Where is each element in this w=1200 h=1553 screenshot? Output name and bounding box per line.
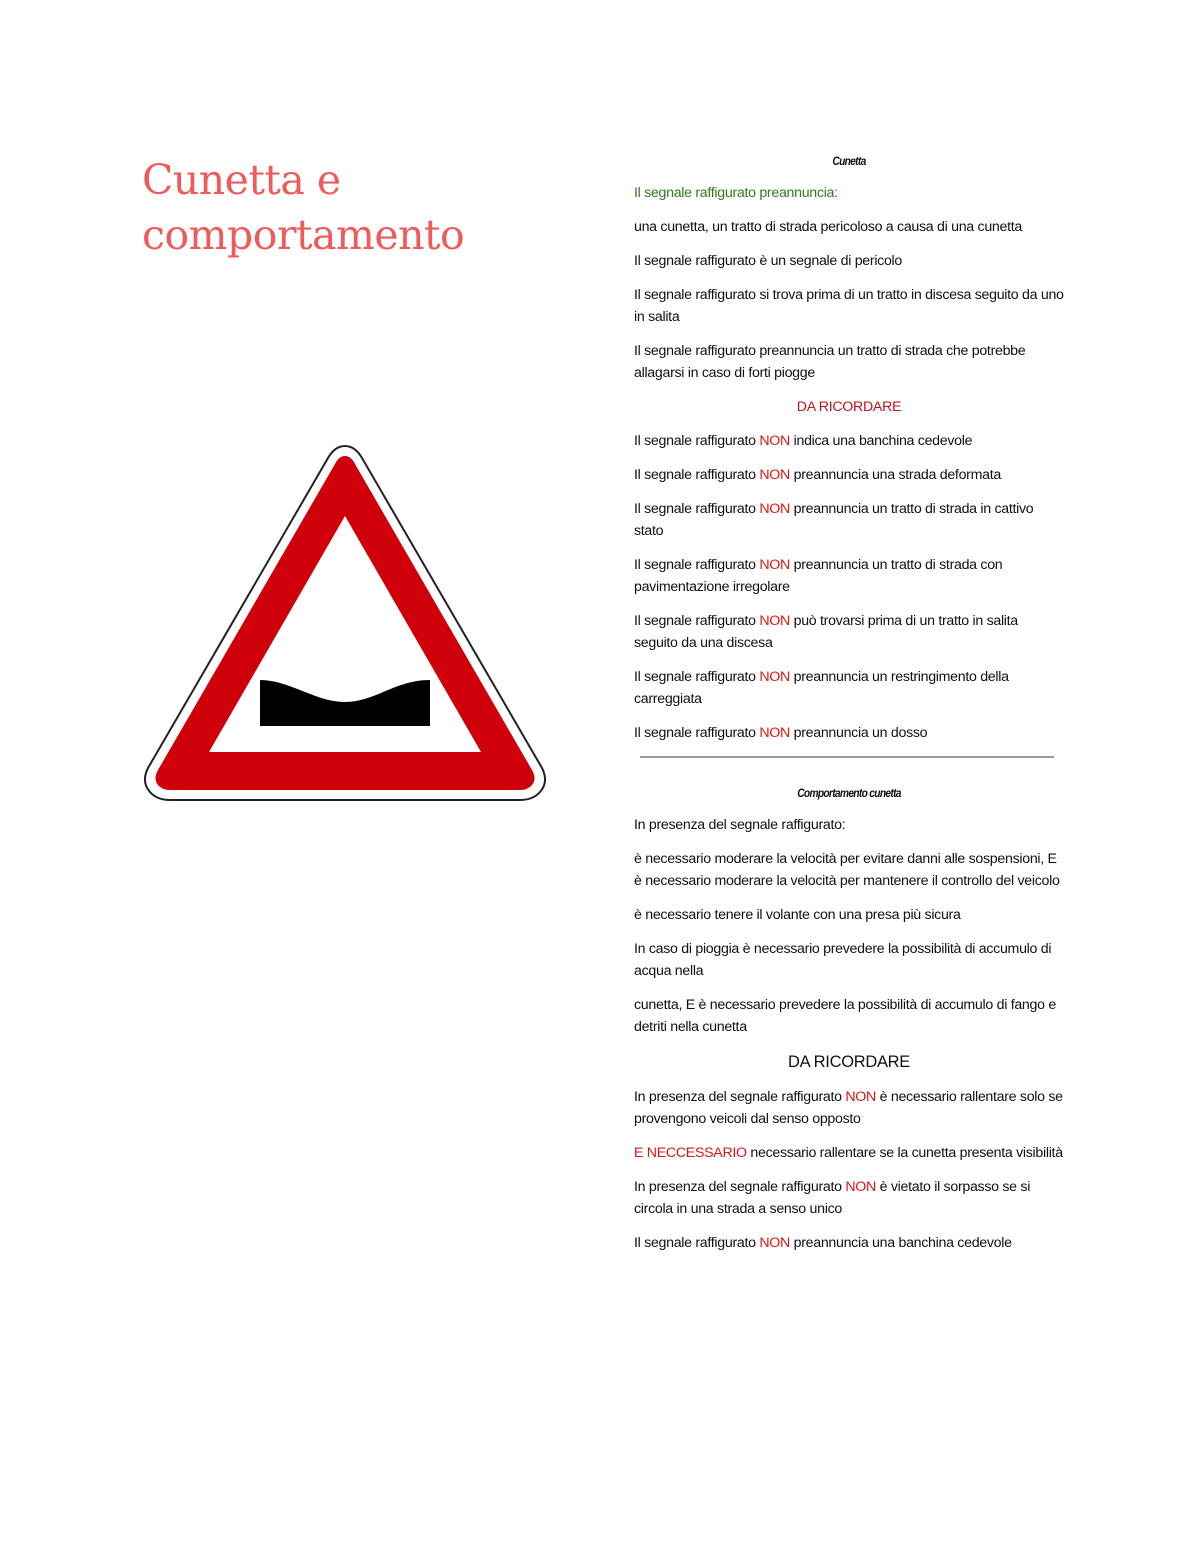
- non-label: NON: [845, 1089, 876, 1105]
- section-divider: [640, 756, 1054, 758]
- list-item: Il segnale raffigurato si trova prima di un tratto in discesa seguito da uno in salita: [634, 287, 1064, 325]
- non-label: E NECCESSARIO: [634, 1145, 747, 1161]
- list-item: Il segnale raffigurato NON preannuncia una banchina cedevole: [634, 1235, 1012, 1251]
- list-item: Il segnale raffigurato NON preannuncia un dosso: [634, 725, 928, 741]
- danger-sign-cunetta: [140, 440, 550, 805]
- list-item: Il segnale raffigurato NON preannuncia un tratto di strada in cattivo stato: [634, 501, 1034, 539]
- non-label: NON: [759, 501, 790, 517]
- list-item: Il segnale raffigurato NON può trovarsi prima di un tratto in salita seguito da una discesa: [634, 613, 1018, 651]
- non-label: NON: [759, 433, 790, 449]
- list-item: E NECCESSARIO necessario rallentare se la cunetta presenta visibilità: [634, 1145, 1063, 1161]
- list-item: Il segnale raffigurato NON preannuncia un tratto di strada con pavimentazione irregolare: [634, 557, 1003, 595]
- content-column: [634, 150, 1064, 1266]
- non-label: NON: [759, 1235, 790, 1251]
- remember-heading: DA RICORDARE: [796, 399, 902, 415]
- non-label: NON: [759, 467, 790, 483]
- non-label: NON: [845, 1179, 876, 1195]
- remember-heading: DA RICORDARE: [787, 1053, 910, 1071]
- list-item: una cunetta, un tratto di strada pericoloso a causa di una cunetta: [634, 219, 1022, 235]
- list-item: Il segnale raffigurato NON preannuncia un restringimento della carreggiata: [634, 669, 1009, 707]
- non-label: NON: [759, 725, 790, 741]
- page-title: Cunetta e comportamento: [142, 156, 465, 259]
- list-item: In presenza del segnale raffigurato NON è necessario rallentare solo se provengono veicoli dal senso opposto: [634, 1089, 1063, 1127]
- non-label: NON: [759, 669, 790, 685]
- section-heading-comportamento: Comportamento cunetta: [797, 786, 901, 800]
- list-item: è necessario tenere il volante con una presa più sicura: [634, 907, 961, 923]
- non-label: NON: [759, 557, 790, 573]
- list-item: Il segnale raffigurato è un segnale di pericolo: [634, 253, 903, 269]
- non-label: NON: [759, 613, 790, 629]
- list-item: Il segnale raffigurato preannuncia un tratto di strada che potrebbe allagarsi in caso di forti piogge: [634, 343, 1026, 381]
- section-intro: Il segnale raffigurato preannuncia:: [634, 185, 838, 201]
- section-heading-cunetta: Cunetta: [832, 154, 866, 168]
- list-item: è necessario moderare la velocità per evitare danni alle sospensioni, E è necessario moderare la velocità per mantenere il controllo del veicolo: [634, 851, 1060, 889]
- list-item: In caso di pioggia è necessario prevedere la possibilità di accumulo di acqua nella: [634, 941, 1052, 979]
- list-item: Il segnale raffigurato NON indica una banchina cedevole: [634, 433, 973, 449]
- list-item: In presenza del segnale raffigurato NON è vietato il sorpasso se si circola in una strada a senso unico: [634, 1179, 1031, 1217]
- list-item: cunetta, E è necessario prevedere la possibilità di accumulo di fango e detriti nella cunetta: [634, 997, 1056, 1035]
- list-item: Il segnale raffigurato NON preannuncia una strada deformata: [634, 467, 1001, 483]
- section-intro: In presenza del segnale raffigurato:: [634, 817, 846, 833]
